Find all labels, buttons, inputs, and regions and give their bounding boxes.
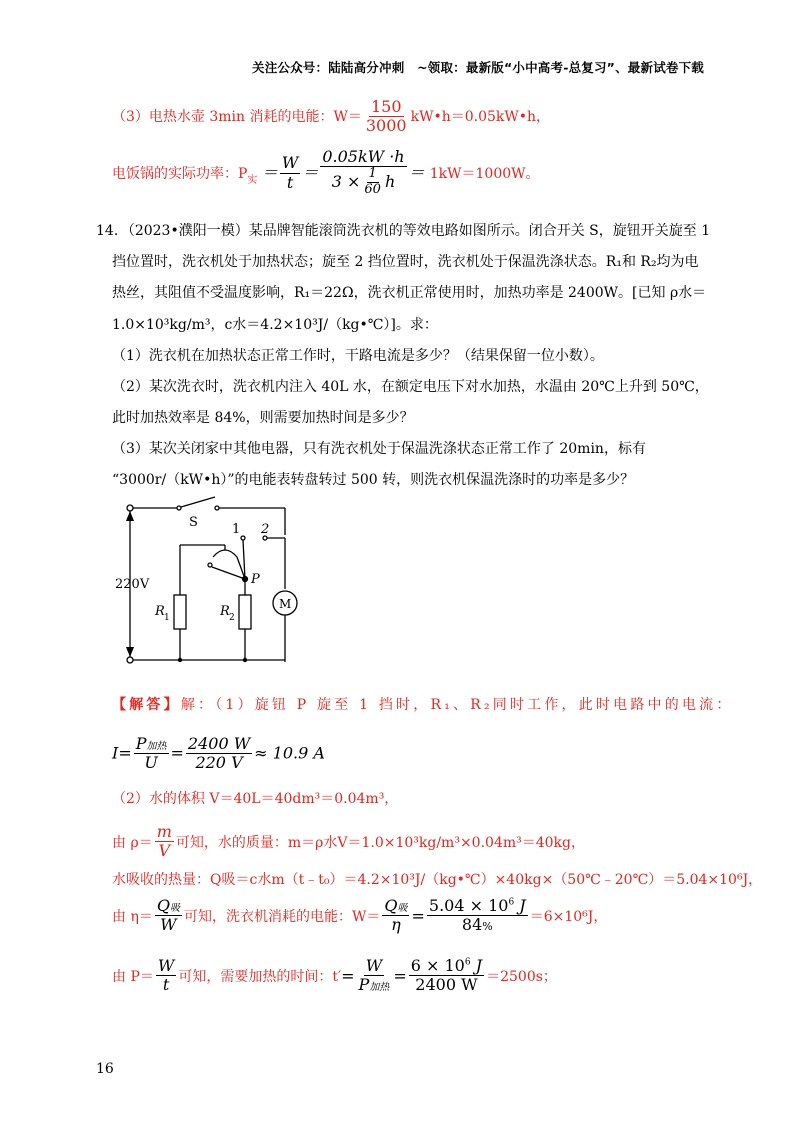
- label-contact-1: 1: [232, 522, 241, 537]
- prev-power-prefix: 电饭锅的实际功率：P: [112, 166, 248, 183]
- time-prefix: 由 P＝: [112, 968, 154, 985]
- energy-denominator: 84: [461, 915, 483, 935]
- circuit-diagram: [115, 495, 305, 670]
- label-220v: 220V: [115, 577, 150, 592]
- power-numerator: 0.05kW ·h: [322, 147, 405, 166]
- q14-line4: 1.0×10³kg/m³，c水＝4.2×10³J/（kg•℃）]。求：: [112, 317, 438, 333]
- q14-sub1: （1）洗衣机在加热状态正常工作时，干路电流是多少？（结果保留一位小数）。: [112, 348, 604, 364]
- time-numerator-exp: 6: [464, 957, 471, 968]
- time-result: ＝2500s；: [486, 968, 557, 985]
- q14-sub2a: （2）某次洗衣时，洗衣机内注入 40L 水，在额定电压下对水加热，水温由 20℃上升到 50℃，: [112, 379, 709, 395]
- q14-sub3a: （3）某次关闭家中其他电器，只有洗衣机处于保温洗涤状态正常工作了 20min，标有: [112, 441, 646, 457]
- q14-sub2b: 此时加热效率是 84%，则需要加热时间是多少？: [112, 410, 414, 426]
- equals-sign-2: ＝: [302, 162, 319, 182]
- answer-heat: 水吸收的热量：Q吸＝c水m（t﹣t₀）＝4.2×10³J/（kg•℃）×40kg×（50℃﹣20℃）＝5.04×10⁶J，: [112, 872, 763, 888]
- mass-v: V: [158, 841, 171, 861]
- answer-tag: 【解答】: [112, 697, 181, 713]
- bottom-terminal: [127, 657, 133, 663]
- energy-numerator-unit: J: [519, 896, 526, 915]
- power-den-num: 1: [368, 166, 377, 182]
- rotary-arc: [213, 550, 237, 557]
- time-numerator-unit: J: [475, 956, 483, 975]
- mass-suffix: 可知，水的质量：m＝ρ水V＝1.0×10³kg/m³×0.04m³＝40kg，: [175, 834, 585, 851]
- power-den-h: h: [384, 172, 396, 192]
- answer-mass-line: [112, 823, 585, 861]
- prev-power-sub: 实: [247, 175, 258, 187]
- page-header: 关注公众号：陆陆高分冲刺 ~领取：最新版“小中高考-总复习”、最新试卷下载: [252, 60, 704, 75]
- mass-prefix: 由 ρ＝: [112, 834, 153, 851]
- prev-power-suffix: 1kW＝1000W。: [429, 166, 540, 183]
- energy-q: Q: [156, 896, 170, 915]
- label-s: S: [189, 515, 198, 530]
- power-t: t: [286, 172, 294, 192]
- prev-part3-prefix: （3）电热水壶 3min 消耗的电能：W＝: [112, 108, 362, 125]
- energy-result: ＝6×10⁶J，: [529, 908, 608, 925]
- q14-line2: 挡位置时，洗衣机处于加热状态；旋至 2 挡位置时，洗衣机处于保温洗涤状态。R₁和 R₂均为电: [112, 254, 699, 270]
- rotary-blade: [212, 567, 245, 579]
- answer-energy-line: 由 η＝ $\frac{\text{Q吸}}{W}$ 可知，洗衣机消耗的电能：W＝ $\frac{\text{Q吸}}{\eta}$ = $\frac{5.04 \times 10^6 J}{84\%}$ ＝6×10⁶J，: [112, 896, 608, 935]
- power-den-a: 3 ×: [331, 172, 361, 192]
- prev-part3-line: [112, 98, 550, 136]
- current-result: ≈ 10.9 A: [254, 743, 325, 763]
- current-i: I: [112, 743, 119, 763]
- prev-power-formula: [261, 147, 430, 198]
- time-p-den-sub: 加热: [369, 982, 390, 994]
- label-p: P: [251, 572, 260, 587]
- power-den-den: 60: [364, 182, 381, 198]
- voltage-arrow-up: [126, 511, 134, 521]
- prev-part3-denominator: 3000: [365, 116, 407, 136]
- time-numerator: 6 × 10: [410, 956, 465, 975]
- label-r1: R: [155, 604, 165, 619]
- answer-intro-line: [112, 694, 734, 714]
- current-p: P: [135, 734, 147, 753]
- prev-part3-suffix: kW•h＝0.05kW•h，: [410, 108, 551, 125]
- energy-q2-sub: 吸: [397, 903, 408, 914]
- resistor-r1: [174, 595, 186, 629]
- power-w: W: [281, 153, 299, 173]
- current-u: U: [144, 753, 158, 773]
- resistor-r2: [239, 595, 251, 629]
- voltage-arrow-down: [126, 647, 134, 657]
- energy-mid: 可知，洗衣机消耗的电能：W＝: [183, 908, 381, 925]
- label-r2-sub: 2: [229, 613, 235, 623]
- switch-s-blade: [181, 497, 215, 507]
- rotary-contact-left: [208, 563, 212, 567]
- prev-part3-numerator: 150: [370, 97, 402, 116]
- time-w: W: [157, 956, 175, 975]
- q14-line3: 热丝，其阻值不受温度影响，R₁＝22Ω，洗衣机正常使用时，加热功率是 2400W。[已知 ρ水＝: [112, 285, 707, 301]
- answer-intro: 解：（1）旋钮 P 旋至 1 挡时，R₁、R₂同时工作，此时电路中的电流：: [180, 697, 734, 713]
- time-t: t: [162, 975, 170, 995]
- energy-eta: η: [391, 915, 401, 935]
- q14-sub3b: “3000r/（kW•h）”的电能表转盘转过 500 转，则洗衣机保温洗涤时的功率是多少？: [112, 472, 635, 488]
- energy-numerator: 5.04 × 10: [428, 896, 509, 915]
- prev-power-line: [112, 148, 540, 198]
- label-contact-2: 2: [261, 522, 270, 537]
- current-numerator: 2400 W: [187, 734, 251, 753]
- label-r1-sub: 1: [164, 613, 170, 623]
- current-p-sub: 加热: [146, 741, 167, 752]
- page-number: 16: [96, 1061, 114, 1077]
- energy-q-sub: 吸: [169, 903, 180, 914]
- label-motor: M: [279, 597, 292, 611]
- answer-time-line: 由 P＝ $\frac{W}{t}$ 可知，需要加热的时间：t′= $\frac{W}{\text{P加热}}$ = $\frac{6 \times 10^6 J}{2400 W}$ ＝2500s；: [112, 956, 557, 995]
- time-mid: 可知，需要加热的时间：t′: [178, 968, 342, 985]
- q14-line1: 14．（2023•濮阳一模）某品牌智能滚筒洗衣机的等效电路如图所示。闭合开关 S，旋钮开关旋至 1: [96, 223, 711, 239]
- current-formula: I= $\frac{\text{P加热}}{U}$ = $\frac{2400 W}{220 V}$ ≈ 10.9 A: [112, 734, 325, 773]
- energy-q2: Q: [384, 896, 398, 915]
- label-r2: R: [220, 604, 230, 619]
- energy-prefix: 由 η＝: [112, 908, 153, 925]
- equals-sign-3: ＝: [408, 162, 425, 182]
- answer-volume: （2）水的体积 V＝40L＝40dm³＝0.04m³，: [112, 791, 399, 807]
- equals-sign: ＝: [261, 162, 278, 182]
- time-denominator: 2400 W: [415, 975, 478, 995]
- time-w2: W: [365, 956, 383, 975]
- contact-1: [241, 536, 245, 540]
- energy-denominator-pct: %: [482, 920, 493, 934]
- time-p-den: P: [358, 975, 370, 995]
- mass-m: m: [156, 822, 172, 841]
- current-denominator: 220 V: [195, 753, 243, 773]
- energy-w: W: [160, 915, 177, 935]
- top-terminal: [127, 505, 133, 511]
- energy-numerator-exp: 6: [508, 897, 515, 908]
